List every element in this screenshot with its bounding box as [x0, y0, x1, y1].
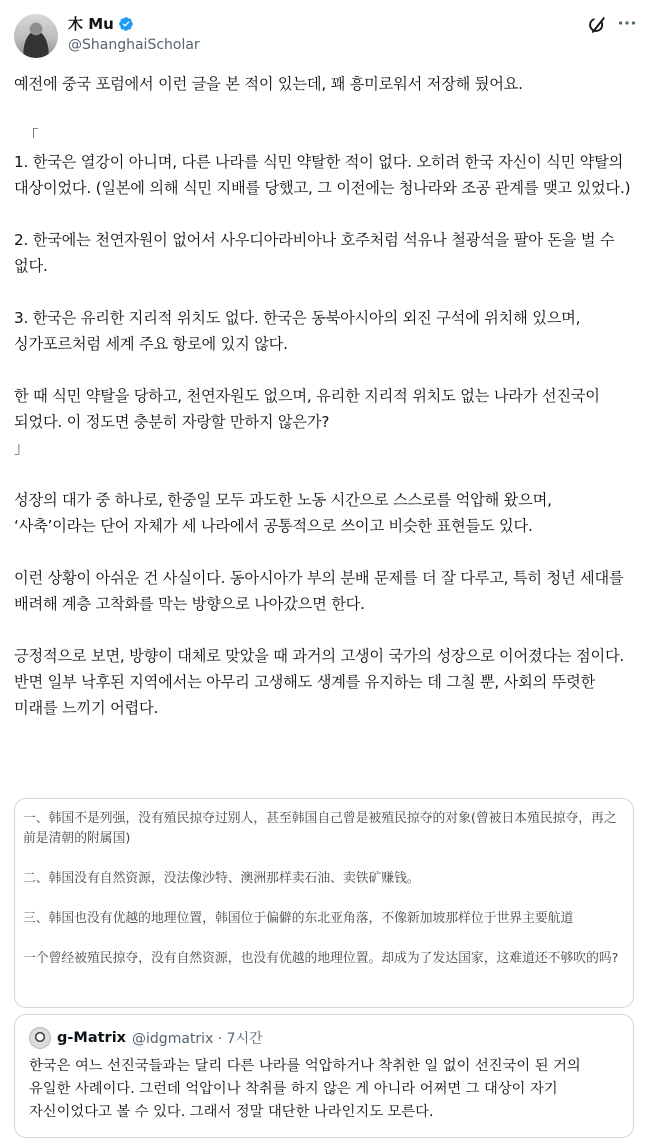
image-text-line: 一个曾经被殖民掠夺，没有自然资源，也没有优越的地理位置。却成为了发达国家，这难道还不够吹的吗? [23, 951, 619, 966]
paragraph-gap [14, 279, 634, 305]
author-display-name-row[interactable] [68, 14, 200, 34]
paragraph-gap [14, 539, 634, 565]
quoted-author-name: g-Matrix [57, 1030, 127, 1046]
quoted-post-text: 한국은 여느 선진국들과는 달리 다른 나라를 억압하거나 착취한 일 없이 선진국이 된 거의 유일한 사례이다. 그런데 억압이나 착취를 하지 않은 게 아니라 어쩌면 그 대상이 자기 자신이었다고 볼 수 있다. 그래서 정말 대단한 나라인지도 모른다. [29, 1058, 581, 1120]
author-names [68, 14, 200, 55]
author-handle[interactable]: @ShanghaiScholar [68, 37, 200, 53]
paragraph-gap [14, 97, 634, 123]
quoted-author-handle-time: @idgmatrix · 7시간 [132, 1031, 263, 1047]
author-display-name[interactable]: 木 Mu [68, 15, 114, 33]
post-quote-open: 「 [14, 127, 39, 145]
paragraph-gap [14, 617, 634, 643]
attached-image[interactable] [14, 798, 634, 1008]
paragraph-gap [14, 461, 634, 487]
post-quote-close: 」 [14, 439, 29, 457]
post-header [0, 0, 646, 62]
verified-badge-icon [118, 16, 134, 32]
more-icon[interactable] [616, 12, 638, 34]
paragraph-gap [14, 201, 634, 227]
post-paragraph: 긍정적으로 보면, 방향이 대체로 맞았을 때 과거의 고생이 국가의 성장으로 이어졌다는 점이다. 반면 일부 낙후된 지역에서는 아무리 고생해도 생계를 유지하는 데 그칠 뿐, 사회의 뚜렷한 미래를 느끼기 어렵다. [14, 647, 629, 717]
author-avatar[interactable] [14, 14, 58, 58]
post-paragraph: 1. 한국은 열강이 아니며, 다른 나라를 식민 약탈한 적이 없다. 오히려 한국 자신이 식민 약탈의 대상이었다. (일본에 의해 식민 지배를 당했고, 그 이전에는 청나라와 조공 관계를 맺고 있었다.) [14, 153, 631, 197]
post-paragraph: 3. 한국은 유리한 지리적 위치도 없다. 한국은 동북아시아의 외진 구석에 위치해 있으며, 싱가포르처럼 세계 주요 항로에 있지 않다. [14, 309, 585, 353]
image-line-gap [23, 889, 623, 909]
quoted-post-header [29, 1027, 621, 1049]
quoted-author-avatar [29, 1027, 51, 1049]
paragraph-gap [14, 357, 634, 383]
image-line-gap [23, 849, 623, 869]
image-text-line: 二、韩国没有自然资源，没法像沙特、澳洲那样卖石油、卖铁矿赚钱。 [23, 871, 420, 886]
image-text-line: 三、韩国也没有优越的地理位置，韩国位于偏僻的东北亚角落，不像新加坡那样位于世界主要航道 [23, 911, 574, 926]
post-paragraph: 한 때 식민 약탈을 당하고, 천연자원도 없으며, 유리한 지리적 위치도 없는 나라가 선진국이 되었다. 이 정도면 충분히 자랑할 만하지 않은가? [14, 387, 605, 431]
post-body [14, 71, 634, 721]
post-paragraph: 이런 상황이 아쉬운 건 사실이다. 동아시아가 부의 분배 문제를 더 잘 다루고, 특히 청년 세대를 배려해 계층 고착화를 막는 방향으로 나아갔으면 한다. [14, 569, 629, 613]
post-paragraph: 성장의 대가 중 하나로, 한중일 모두 과도한 노동 시간으로 스스로를 억압해 왔으며, ‘사축’이라는 단어 자체가 세 나라에서 공통적으로 쓰이고 비슷한 표현들도 있다. [14, 491, 557, 535]
grok-icon[interactable] [586, 14, 608, 36]
post-paragraph: 예전에 중국 포럼에서 이런 글을 본 적이 있는데, 꽤 흥미로워서 저장해 뒀어요. [14, 75, 523, 93]
post-paragraph: 2. 한국에는 천연자원이 없어서 사우디아라비아나 호주처럼 석유나 철광석을 팔아 돈을 벌 수 없다. [14, 231, 620, 275]
quoted-post[interactable] [14, 1014, 634, 1138]
image-text-line: 一、韩国不是列强，没有殖民掠夺过别人，甚至韩国自己曾是被殖民掠夺的对象(曾被日本殖民掠夺，再之前是清朝的附属国) [23, 811, 617, 846]
image-line-gap [23, 929, 623, 949]
